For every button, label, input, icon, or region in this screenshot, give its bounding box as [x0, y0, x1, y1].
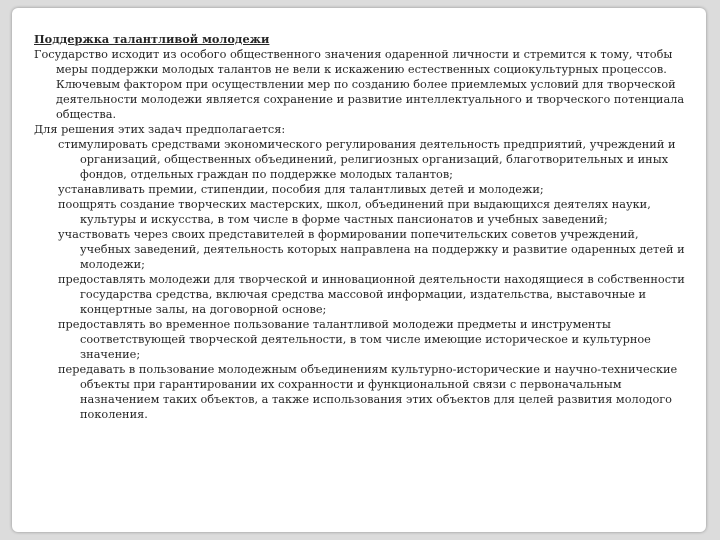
list-item: стимулировать средствами экономического регулирования деятельность предприятий, учреждений и организаций, общественных объединений, религиозных организаций, благотворительных и иных фондов, отдельных граждан по поддержке молодых талантов;: [58, 138, 676, 181]
list-item: предоставлять во временное пользование талантливой молодежи предметы и инструменты соответствующей творческой деятельности, в том числе имеющие историческое и культурное значение;: [58, 318, 651, 361]
tasks-intro: Для решения этих задач предполагается:: [34, 123, 286, 136]
list-item: участвовать через своих представителей в формировании попечительских советов учреждений, учебных заведений, деятельность которых направлена на поддержку и развитие одаренных детей и молодежи;: [58, 228, 685, 271]
document-title: Поддержка талантливой молодежи: [34, 32, 270, 46]
document-page: [12, 8, 706, 532]
list-item: предоставлять молодежи для творческой и инновационной деятельности находящиеся в собственности государства средства, включая средства массовой информации, издательства, выставочные и концертные залы, на договорной основе;: [58, 273, 685, 316]
list-item: поощрять создание творческих мастерских, школ, объединений при выдающихся деятелях науки, культуры и искусства, в том числе в форме частных пансионатов и учебных заведений;: [58, 198, 651, 226]
list-item: передавать в пользование молодежным объединениям культурно-исторические и научно-технические объекты при гарантировании их сохранности и функциональной связи с первоначальным назначением таких объектов, а также использования этих объектов для целей развития молодого поколения.: [58, 363, 678, 421]
intro-paragraph: Государство исходит из особого общественного значения одаренной личности и стремится к тому, чтобы меры поддержки молодых талантов не вели к искажению естественных социокультурных процессов. Ключевым фактором при осуществлении мер по созданию более приемлемых условий для творческой деятельности молодежи является сохранение и развитие интеллектуального и творческого потенциала общества.: [34, 48, 685, 121]
list-item: устанавливать премии, стипендии, пособия для талантливых детей и молодежи;: [58, 183, 544, 196]
document-body: [34, 32, 686, 422]
